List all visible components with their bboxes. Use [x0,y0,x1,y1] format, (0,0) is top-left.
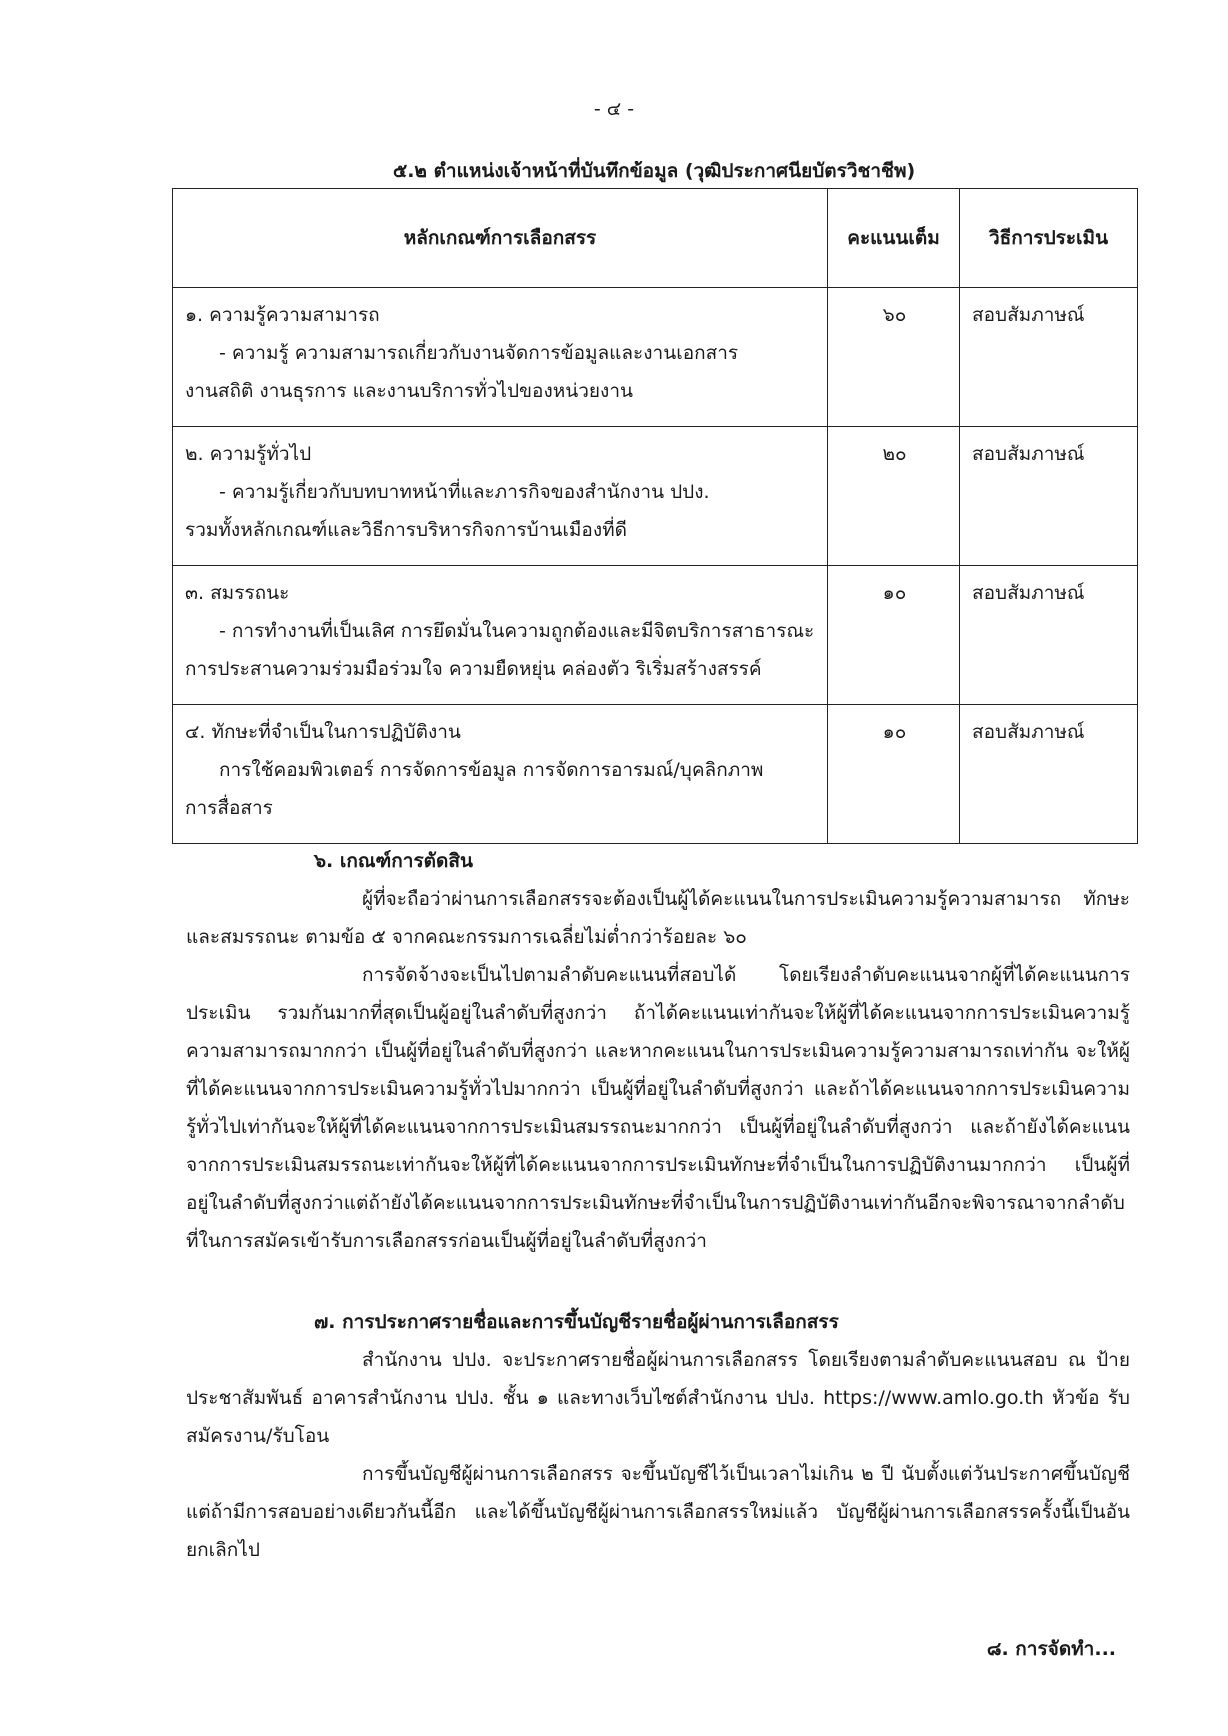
criteria-title: ๔. ทักษะที่จำเป็นในการปฏิบัติงาน [185,721,461,743]
header-method: วิธีการประเมิน [960,189,1138,288]
paragraph: การจัดจ้างจะเป็นไปตามลำดับคะแนนที่สอบได้ โดยเรียงลำดับคะแนนจากผู้ที่ได้คะแนนการประเมิน รวมกันมากที่สุดเป็นผู้อยู่ในลำดับที่สูงกว่า ถ้าได้คะแนนเท่ากันจะให้ผู้ที่ได้คะแนนจากการประเมินความรู้ความสามารถมากกว่า เป็นผู้ที่อยู่ในลำดับที่สูงกว่า และหากคะแนนในการประเมินความรู้ความสามารถเท่ากัน จะให้ผู้ที่ได้คะแนนจากการประเมินความรู้ทั่วไปมากกว่า เป็นผู้ที่อยู่ในลำดับที่สูงกว่า และถ้าได้คะแนนจากการประเมินความรู้ทั่วไปเท่ากันจะให้ผู้ที่ได้คะแนนจากการประเมินสมรรถนะมากกว่า เป็นผู้ที่อยู่ในลำดับที่สูงกว่า และถ้ายังได้คะแนนจากการประเมินสมรรถนะเท่ากันจะให้ผู้ที่ได้คะแนนจากการประเมินทักษะที่จำเป็นในการปฏิบัติงานมากกว่า เป็นผู้ที่อยู่ในลำดับที่สูงกว่าแต่ถ้ายังได้คะแนนจากการประเมินทักษะที่จำเป็นในการปฏิบัติงานเท่ากันอีกจะพิจารณาจากลำดับที่ในการสมัครเข้ารับการเลือกสรรก่อนเป็นผู้ที่อยู่ในลำดับที่สูงกว่า [186,964,1130,1252]
criteria-detail: รวมทั้งหลักเกณฑ์และวิธีการบริหารกิจการบ้านเมืองที่ดี [185,519,627,541]
method-cell: สอบสัมภาษณ์ [960,566,1138,705]
table-row [173,427,1138,566]
score-cell: ๒๐ [828,427,960,566]
criteria-cell [173,705,828,844]
score-cell: ๖๐ [828,288,960,427]
criteria-detail: - การทำงานที่เป็นเลิศ การยึดมั่นในความถูกต้องและมีจิตบริการสาธารณะ [219,620,815,642]
criteria-cell [173,566,828,705]
table-row [173,566,1138,705]
paragraph: การขึ้นบัญชีผู้ผ่านการเลือกสรร จะขึ้นบัญชีไว้เป็นเวลาไม่เกิน ๒ ปี นับตั้งแต่วันประกาศขึ้นบัญชี แต่ถ้ามีการสอบอย่างเดียวกันนี้อีก และได้ขึ้นบัญชีผู้ผ่านการเลือกสรรใหม่แล้ว บัญชีผู้ผ่านการเลือกสรรครั้งนี้เป็นอันยกเลิกไป [186,1463,1130,1561]
table-title: ๕.๒ ตำแหน่งเจ้าหน้าที่บันทึกข้อมูล (วุฒิประกาศนียบัตรวิชาชีพ) [392,160,916,182]
criteria-detail: การใช้คอมพิวเตอร์ การจัดการข้อมูล การจัดการอารมณ์/บุคลิกภาพ [219,759,764,781]
table-header-row [173,189,1138,288]
criteria-detail: - ความรู้เกี่ยวกับบทบาทหน้าที่และภารกิจของสำนักงาน ปปง. [219,481,710,503]
criteria-cell [173,427,828,566]
header-criteria: หลักเกณฑ์การเลือกสรร [173,189,828,288]
criteria-detail: งานสถิติ งานธุรการ และงานบริการทั่วไปของหน่วยงาน [185,380,633,402]
score-cell: ๑๐ [828,566,960,705]
method-cell: สอบสัมภาษณ์ [960,427,1138,566]
section-decision-criteria [186,842,1130,1260]
paragraph: สำนักงาน ปปง. จะประกาศรายชื่อผู้ผ่านการเลือกสรร โดยเรียงตามลำดับคะแนนสอบ ณ ป้ายประชาสัมพันธ์ อาคารสำนักงาน ปปง. ชั้น ๑ และทางเว็บไซต์สำนักงาน ปปง. https://www.amlo.go.th หัวข้อ รับสมัครงาน/รับโอน [186,1349,1130,1447]
criteria-detail: การประสานความร่วมมือร่วมใจ ความยืดหยุ่น คล่องตัว ริเริ่มสร้างสรรค์ [185,658,762,680]
criteria-title: ๓. สมรรถนะ [185,582,290,604]
table-row [173,288,1138,427]
criteria-title: ๑. ความรู้ความสามารถ [185,304,380,326]
section-heading: ๖. เกณฑ์การตัดสิน [314,850,473,872]
score-cell: ๑๐ [828,705,960,844]
section-heading: ๗. การประกาศรายชื่อและการขึ้นบัญชีรายชื่อผู้ผ่านการเลือกสรร [314,1311,839,1333]
criteria-table [172,188,1138,844]
continuation-note: ๘. การจัดทำ... [986,1638,1116,1660]
criteria-detail: การสื่อสาร [185,797,273,819]
criteria-cell [173,288,828,427]
section-announcement [186,1303,1130,1569]
method-cell: สอบสัมภาษณ์ [960,288,1138,427]
criteria-title: ๒. ความรู้ทั่วไป [185,443,312,465]
header-full-score: คะแนนเต็ม [828,189,960,288]
criteria-detail: - ความรู้ ความสามารถเกี่ยวกับงานจัดการข้อมูลและงานเอกสาร [219,342,739,364]
paragraph: ผู้ที่จะถือว่าผ่านการเลือกสรรจะต้องเป็นผู้ได้คะแนนในการประเมินความรู้ความสามารถ ทักษะ และสมรรถนะ ตามข้อ ๕ จากคณะกรรมการเฉลี่ยไม่ต่ำกว่าร้อยละ ๖๐ [186,888,1130,948]
method-cell: สอบสัมภาษณ์ [960,705,1138,844]
table-row [173,705,1138,844]
page-number: - ๔ - [593,98,635,120]
